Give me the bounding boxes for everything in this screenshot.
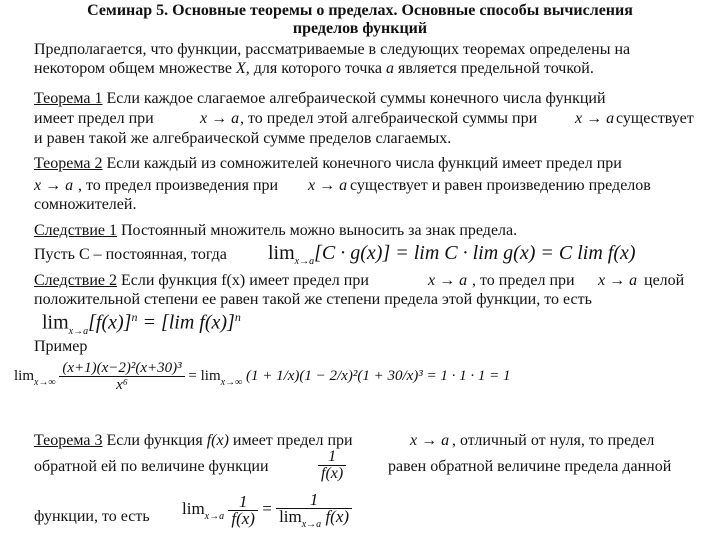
theorem1-text-2c: существует (616, 110, 694, 127)
theorem3-text-1b: имеет предел при (228, 432, 353, 449)
theorem1-x-to-a-2: x → a (575, 110, 615, 127)
lim-subscript-ex: x→∞ (34, 376, 56, 388)
theorem1-line-1 (34, 90, 606, 108)
power-n-1: n (131, 310, 138, 324)
page-title-2 (0, 20, 720, 38)
intro-text-a: некотором общем множестве (34, 60, 236, 77)
corollary1-formula (268, 242, 636, 265)
corollary2-label: Следствие 2 (34, 272, 117, 289)
theorem3-formula (182, 492, 352, 528)
lim-subscript: x→a (294, 256, 315, 267)
power-n-2: n (234, 310, 241, 324)
t3-right-num: 1 (276, 492, 352, 509)
recip-fraction (318, 449, 346, 482)
corollary1-label: Следствие 1 (34, 222, 117, 239)
theorem1-x-to-a-1: x → a (200, 110, 240, 127)
intro-text-c: является предельной точкой. (394, 60, 594, 77)
recip-numerator: 1 (318, 449, 346, 466)
theorem3-recip-fraction (318, 449, 346, 482)
corollary2-text-1b: , то предел при (472, 272, 575, 289)
lim-subscript-4: x→a (301, 519, 322, 530)
corollary2-text-1c: целой (644, 272, 685, 289)
title-line-1: Семинар 5. Основные теоремы о пределах. Основные способы вычисления (87, 2, 633, 19)
t3-left-den: f(x) (231, 508, 255, 528)
lim-subscript-ex-2: x→∞ (220, 376, 243, 388)
theorem2-line-3: сомножителей. (34, 196, 137, 213)
recip-denominator: f(x) (321, 465, 344, 482)
theorem3-line-3: функции, то есть (34, 508, 150, 525)
corollary2-x-to-a-1: x → a (428, 272, 468, 289)
corollary1-text: Постоянный множитель можно выносить за знак предела. (117, 222, 518, 239)
corollary2-line-2: положительной степени ее равен такой же степени предела этой функции, то есть (34, 291, 592, 308)
theorem1-text-2a: имеет предел при (34, 110, 154, 127)
theorem3-fraction-right (276, 492, 352, 528)
lim-symbol-4: lim (279, 507, 302, 526)
theorem2-text-1: Если каждый из сомножителей конечного числа функций имеет предел при (102, 155, 622, 172)
corollary1-line-1 (34, 222, 517, 240)
corollary2-left: [f(x)] (88, 311, 132, 334)
lim-symbol-2: lim (42, 311, 69, 334)
lim-subscript-3: x→a (204, 510, 225, 522)
theorem3-text-2b: равен обратной величине предела данной (388, 458, 672, 475)
theorem3-text-1c: , отличный от нуля, то предел (452, 432, 655, 449)
example-fraction (59, 360, 184, 393)
t3-left-num: 1 (228, 494, 258, 511)
example-formula (14, 360, 511, 393)
theorem2-text-2b: существует и равен произведению пределов (350, 177, 651, 194)
example-equals: = lim (188, 367, 221, 384)
theorem3-x-to-a: x → a (410, 432, 450, 449)
example-numerator: (x+1)(x−2)²(x+30)³ (59, 360, 184, 377)
title-line-2: пределов функций (292, 20, 428, 37)
corollary1-formula-body: [C · g(x)] = lim C · lim g(x) = C lim f(x) (314, 242, 636, 264)
lim-symbol-3: lim (182, 498, 205, 518)
corollary2-formula (42, 310, 241, 335)
theorem3-text-2a: обратной ей по величине функции (34, 458, 269, 475)
lim-symbol: lim (268, 242, 295, 264)
example-label: Пример (34, 338, 88, 355)
theorem1-text-2b: , то предел этой алгебраической суммы при (240, 110, 538, 127)
theorem3-fraction-left (228, 491, 258, 528)
page-title (0, 2, 720, 20)
example-denominator: x⁶ (116, 377, 128, 393)
theorem2-line-1 (34, 155, 622, 173)
t3-right-den (276, 509, 352, 528)
theorem2-label: Теорема 2 (34, 155, 103, 172)
theorem3-fx: f(x) (206, 432, 229, 449)
lim-symbol-ex: lim (14, 367, 35, 384)
corollary2-line-1 (34, 272, 369, 290)
example-terms: (1 + 1/x)(1 − 2/x)²(1 + 30/x)³ (245, 367, 423, 384)
intro-a: a (386, 60, 395, 77)
corollary2-x-to-a-2: x → a (598, 272, 638, 289)
corollary2-right: = [lim f(x)] (142, 311, 235, 334)
intro-line-1: Предполагается, что функции, рассматриваемые в следующих теоремах определены на (34, 41, 631, 58)
theorem3-label: Теорема 3 (34, 432, 103, 449)
theorem2-x-to-a-1: x → a (34, 177, 74, 194)
t3-right-den-fx: f(x) (325, 507, 350, 526)
theorem1-line-2 (34, 110, 154, 128)
lim-subscript-2: x→a (68, 325, 89, 337)
theorem3-line-1 (34, 432, 353, 450)
theorem2-text-2a: , то предел произведения при (78, 177, 279, 194)
corollary1-line-2: Пусть С – постоянная, тогда (34, 246, 227, 263)
intro-text-b: , для которого точка (245, 60, 387, 77)
corollary2-text-1a: Если функция f(x) имеет предел при (117, 272, 369, 289)
theorem2-x-to-a-2: x → a (308, 177, 348, 194)
theorem3-text-1a: Если функция (102, 432, 207, 449)
theorem1-label: Теорема 1 (34, 90, 103, 107)
example-result: = 1 · 1 · 1 = 1 (426, 367, 511, 384)
theorem1-text-1: Если каждое слагаемое алгебраической суммы конечного числа функций (102, 90, 606, 107)
intro-X: X (236, 60, 246, 77)
intro-line-2 (34, 60, 594, 78)
t3-equals: = (262, 498, 272, 518)
theorem1-line-3: и равен такой же алгебраической сумме пределов слагаемых. (34, 130, 452, 147)
